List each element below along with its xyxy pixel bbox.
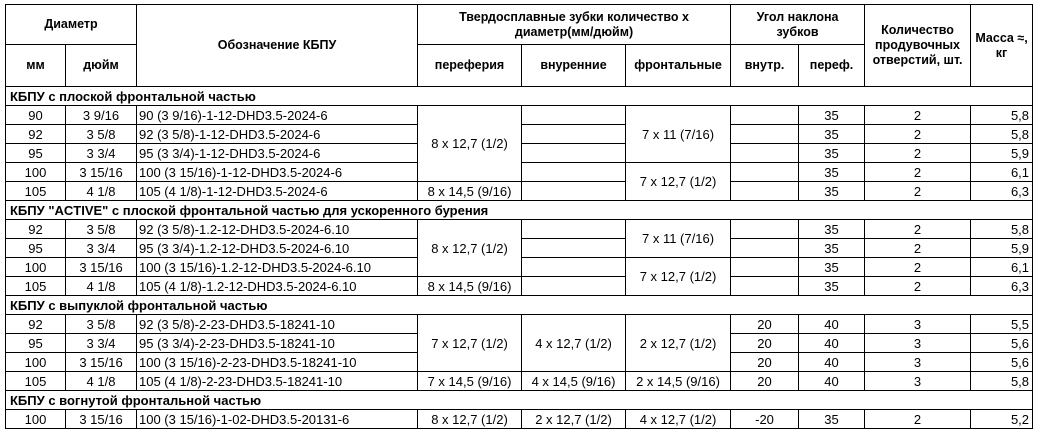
cell-angle-inner <box>731 163 799 182</box>
cell-inner <box>522 144 626 163</box>
cell-angle-inner <box>731 182 799 201</box>
cell-inner <box>522 163 626 182</box>
cell-angle-inner <box>731 220 799 239</box>
cell-inner <box>522 239 626 258</box>
cell-code: 105 (4 1/8)-1.2-12-DHD3.5-2024-6.10 <box>137 277 418 296</box>
cell-code: 95 (3 3/4)-1-12-DHD3.5-2024-6 <box>137 144 418 163</box>
cell-periphery: 8 х 12,7 (1/2) <box>418 106 522 182</box>
cell-angle-outer: 35 <box>799 125 865 144</box>
cell-mm: 92 <box>6 125 66 144</box>
cell-inch: 3 5/8 <box>66 315 137 334</box>
section-title: КБПУ с плоской фронтальной частью <box>6 87 1033 106</box>
cell-inch: 3 15/16 <box>66 163 137 182</box>
cell-angle-inner <box>731 125 799 144</box>
cell-periphery: 8 х 14,5 (9/16) <box>418 182 522 201</box>
cell-mass: 6,1 <box>971 258 1033 277</box>
cell-periphery: 7 х 12,7 (1/2) <box>418 315 522 372</box>
header-inner: внуренние <box>522 45 626 87</box>
cell-mm: 95 <box>6 334 66 353</box>
header-inch: дюйм <box>66 45 137 87</box>
cell-code: 92 (3 5/8)-1.2-12-DHD3.5-2024-6.10 <box>137 220 418 239</box>
table-row <box>6 220 1033 239</box>
cell-frontal: 7 х 12,7 (1/2) <box>626 258 731 296</box>
cell-holes: 2 <box>865 410 971 429</box>
header-row-1 <box>6 5 1033 45</box>
header-frontal: фронтальные <box>626 45 731 87</box>
header-diameter: Диаметр <box>6 5 137 45</box>
cell-inch: 4 1/8 <box>66 277 137 296</box>
cell-angle-outer: 40 <box>799 353 865 372</box>
cell-code: 92 (3 5/8)-2-23-DHD3.5-18241-10 <box>137 315 418 334</box>
cell-mm: 105 <box>6 277 66 296</box>
cell-holes: 2 <box>865 125 971 144</box>
cell-frontal: 4 х 12,7 (1/2) <box>626 410 731 429</box>
header-holes: Количество продувочных отверстий, шт. <box>865 5 971 87</box>
cell-mass: 5,8 <box>971 106 1033 125</box>
cell-inch: 4 1/8 <box>66 182 137 201</box>
header-designation: Обозначение КБПУ <box>137 5 418 87</box>
cell-inch: 3 15/16 <box>66 258 137 277</box>
cell-angle-outer: 35 <box>799 144 865 163</box>
cell-mm: 100 <box>6 410 66 429</box>
cell-inner <box>522 220 626 239</box>
cell-inner: 2 х 12,7 (1/2) <box>522 410 626 429</box>
cell-holes: 3 <box>865 372 971 391</box>
cell-mm: 92 <box>6 315 66 334</box>
cell-mass: 6,3 <box>971 182 1033 201</box>
cell-holes: 2 <box>865 220 971 239</box>
cell-mm: 100 <box>6 258 66 277</box>
cell-mm: 95 <box>6 239 66 258</box>
cell-inch: 3 15/16 <box>66 410 137 429</box>
cell-inner <box>522 125 626 144</box>
cell-mass: 6,1 <box>971 163 1033 182</box>
cell-frontal: 7 х 11 (7/16) <box>626 220 731 258</box>
header-mm: мм <box>6 45 66 87</box>
cell-inner <box>522 277 626 296</box>
cell-code: 95 (3 3/4)-2-23-DHD3.5-18241-10 <box>137 334 418 353</box>
cell-code: 100 (3 15/16)-1.2-12-DHD3.5-2024-6.10 <box>137 258 418 277</box>
cell-periphery: 8 х 12,7 (1/2) <box>418 220 522 277</box>
cell-mm: 105 <box>6 182 66 201</box>
cell-frontal: 7 х 12,7 (1/2) <box>626 163 731 201</box>
header-mass: Масса ≈, кг <box>971 5 1033 87</box>
cell-mass: 5,6 <box>971 334 1033 353</box>
cell-holes: 3 <box>865 353 971 372</box>
cell-code: 105 (4 1/8)-2-23-DHD3.5-18241-10 <box>137 372 418 391</box>
cell-periphery: 8 х 14,5 (9/16) <box>418 277 522 296</box>
cell-inner <box>522 106 626 125</box>
table-row <box>6 315 1033 334</box>
cell-angle-outer: 40 <box>799 315 865 334</box>
cell-mm: 95 <box>6 144 66 163</box>
cell-code: 95 (3 3/4)-1.2-12-DHD3.5-2024-6.10 <box>137 239 418 258</box>
section-title-row <box>6 296 1033 315</box>
cell-mm: 90 <box>6 106 66 125</box>
cell-angle-outer: 35 <box>799 277 865 296</box>
cell-mass: 5,5 <box>971 315 1033 334</box>
cell-inner: 4 х 12,7 (1/2) <box>522 315 626 372</box>
cell-holes: 2 <box>865 106 971 125</box>
table-row <box>6 410 1033 429</box>
header-angle: Угол наклона зубков <box>731 5 865 45</box>
cell-mm: 100 <box>6 353 66 372</box>
cell-angle-inner <box>731 277 799 296</box>
cell-inner <box>522 182 626 201</box>
cell-angle-outer: 35 <box>799 258 865 277</box>
cell-holes: 2 <box>865 163 971 182</box>
cell-angle-inner <box>731 258 799 277</box>
table-row <box>6 372 1033 391</box>
cell-inner <box>522 258 626 277</box>
cell-angle-inner <box>731 144 799 163</box>
cell-holes: 2 <box>865 182 971 201</box>
cell-mm: 105 <box>6 372 66 391</box>
cell-code: 105 (4 1/8)-1-12-DHD3.5-2024-6 <box>137 182 418 201</box>
cell-mass: 5,6 <box>971 353 1033 372</box>
cell-angle-inner <box>731 239 799 258</box>
cell-periphery: 7 х 14,5 (9/16) <box>418 372 522 391</box>
cell-code: 100 (3 15/16)-2-23-DHD3.5-18241-10 <box>137 353 418 372</box>
cell-holes: 2 <box>865 258 971 277</box>
cell-inch: 3 15/16 <box>66 353 137 372</box>
section-title-row <box>6 87 1033 106</box>
cell-holes: 3 <box>865 315 971 334</box>
cell-code: 90 (3 9/16)-1-12-DHD3.5-2024-6 <box>137 106 418 125</box>
cell-holes: 2 <box>865 277 971 296</box>
cell-code: 100 (3 15/16)-1-12-DHD3.5-2024-6 <box>137 163 418 182</box>
cell-angle-outer: 35 <box>799 106 865 125</box>
cell-angle-outer: 35 <box>799 163 865 182</box>
cell-angle-inner: 20 <box>731 315 799 334</box>
cell-angle-outer: 40 <box>799 334 865 353</box>
cell-angle-inner <box>731 106 799 125</box>
cell-mass: 5,8 <box>971 125 1033 144</box>
section-title: КБПУ с выпуклой фронтальной частью <box>6 296 1033 315</box>
cell-angle-inner: -20 <box>731 410 799 429</box>
cell-mass: 5,8 <box>971 220 1033 239</box>
cell-holes: 3 <box>865 334 971 353</box>
cell-angle-outer: 40 <box>799 372 865 391</box>
cell-code: 100 (3 15/16)-1-02-DHD3.5-20131-6 <box>137 410 418 429</box>
cell-inch: 3 3/4 <box>66 239 137 258</box>
cell-periphery: 8 х 12,7 (1/2) <box>418 410 522 429</box>
cell-mass: 5,8 <box>971 372 1033 391</box>
cell-frontal: 7 х 11 (7/16) <box>626 106 731 163</box>
table-row <box>6 277 1033 296</box>
cell-mm: 92 <box>6 220 66 239</box>
cell-angle-outer: 35 <box>799 239 865 258</box>
cell-mass: 5,9 <box>971 144 1033 163</box>
cell-mass: 6,3 <box>971 277 1033 296</box>
cell-mm: 100 <box>6 163 66 182</box>
cell-mass: 5,2 <box>971 410 1033 429</box>
cell-inner: 4 х 14,5 (9/16) <box>522 372 626 391</box>
cell-frontal: 2 х 12,7 (1/2) <box>626 315 731 372</box>
cell-angle-outer: 35 <box>799 220 865 239</box>
cell-angle-outer: 35 <box>799 182 865 201</box>
header-angle-inner: внутр. <box>731 45 799 87</box>
cell-angle-outer: 35 <box>799 410 865 429</box>
cell-frontal: 2 х 14,5 (9/16) <box>626 372 731 391</box>
cell-mass: 5,9 <box>971 239 1033 258</box>
cell-inch: 3 5/8 <box>66 125 137 144</box>
cell-code: 92 (3 5/8)-1-12-DHD3.5-2024-6 <box>137 125 418 144</box>
table-row <box>6 106 1033 125</box>
cell-inch: 3 5/8 <box>66 220 137 239</box>
cell-angle-inner: 20 <box>731 372 799 391</box>
header-angle-outer: переф. <box>799 45 865 87</box>
section-title-row <box>6 391 1033 410</box>
section-title: КБПУ "ACTIVE" с плоской фронтальной частью для ускоренного бурения <box>6 201 1033 220</box>
cell-inch: 3 3/4 <box>66 334 137 353</box>
cell-inch: 3 3/4 <box>66 144 137 163</box>
section-title: КБПУ с вогнутой фронтальной частью <box>6 391 1033 410</box>
cell-holes: 2 <box>865 239 971 258</box>
header-periphery: переферия <box>418 45 522 87</box>
header-inserts: Твердосплавные зубки количество х диаметр(мм/дюйм) <box>418 5 731 45</box>
cell-inch: 3 9/16 <box>66 106 137 125</box>
cell-holes: 2 <box>865 144 971 163</box>
cell-angle-inner: 20 <box>731 353 799 372</box>
table-row <box>6 182 1033 201</box>
section-title-row <box>6 201 1033 220</box>
cell-angle-inner: 20 <box>731 334 799 353</box>
drill-bit-spec-table <box>5 4 1033 429</box>
cell-inch: 4 1/8 <box>66 372 137 391</box>
